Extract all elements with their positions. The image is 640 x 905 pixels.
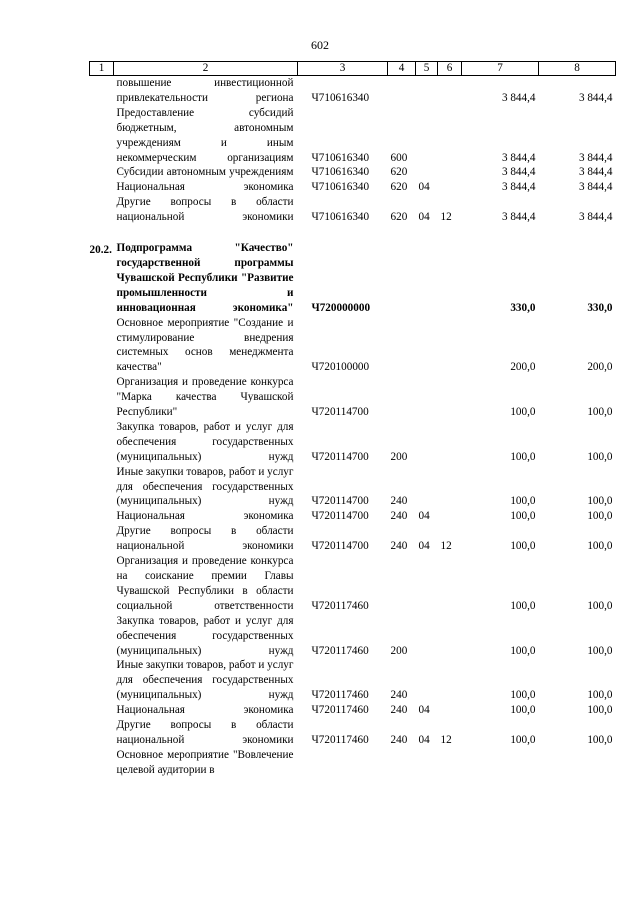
expense-type-code: 620 [390,166,408,179]
target-article-code: Ч710616340 [311,181,370,194]
subsection-code [438,165,462,180]
section-code [416,658,438,703]
amount-year-2: 3 844,4 [578,211,613,224]
section-code [416,375,438,420]
amount-year-2: 100,0 [587,510,613,523]
table-row [90,703,616,718]
target-article-code: Ч720000000 [311,301,371,314]
amount-year-2: 3 844,4 [578,91,613,104]
table-row [90,241,616,316]
page-number: 602 [311,38,329,52]
column-header: 7 [462,62,539,76]
subsection-code [438,316,462,376]
amount-year-1: 100,0 [510,733,536,746]
amount-year-1: 100,0 [510,644,536,657]
target-article-code [298,748,388,778]
column-header: 8 [539,62,616,76]
target-article-code: Ч720114700 [311,495,369,508]
amount-year-1: 100,0 [510,689,536,702]
table-row [90,465,616,510]
budget-table [89,61,616,778]
amount-year-2: 100,0 [587,406,613,419]
amount-year-1: 3 844,4 [501,166,536,179]
column-header: 3 [298,62,388,76]
row-name: Закупка товаров, работ и услуг для обеспечения государственных (муниципальных) нужд [116,420,294,463]
amount-year-2: 100,0 [587,495,613,508]
target-article-code: Ч720114700 [311,406,369,419]
table-row [90,420,616,465]
expense-type-code: 240 [390,704,408,717]
row-number [90,316,114,376]
table-row [90,316,616,376]
column-header: 2 [114,62,298,76]
row-number [90,718,114,748]
row-name: Другие вопросы в области национальной экономики [116,719,294,746]
section-code [416,420,438,465]
section-code [416,554,438,614]
target-article-code: Ч720114700 [311,510,369,523]
expense-type-code: 240 [390,689,408,702]
section-code: 04 [418,510,430,523]
subsection-code [438,614,462,659]
expense-type-code [388,375,416,420]
target-article-code: Ч720117460 [311,733,369,746]
subsection-code [438,420,462,465]
row-number [90,195,114,225]
subsection-code [438,658,462,703]
amount-year-2: 3 844,4 [578,166,613,179]
row-name: Организация и проведение конкурса на соискание премии Главы Чувашской Республики в области социальной ответственности [116,555,294,612]
amount-year-1: 100,0 [510,450,536,463]
row-name: Основное мероприятие "Вовлечение целевой аудитории в [116,748,294,776]
section-code [416,241,438,316]
row-number [90,375,114,420]
amount-year-1 [462,748,539,778]
expense-type-code: 200 [390,450,408,463]
amount-year-1: 100,0 [510,510,536,523]
table-row [90,524,616,554]
target-article-code: Ч710616340 [311,211,370,224]
amount-year-2: 100,0 [587,733,613,746]
amount-year-2: 100,0 [587,644,613,657]
section-code [416,316,438,376]
row-name: Иные закупки товаров, работ и услуг для обеспечения государственных (муниципальных) нужд [116,465,294,508]
target-article-code: Ч720114700 [311,450,369,463]
table-row [90,658,616,703]
target-article-code: Ч710616340 [311,166,370,179]
subsection-code: 12 [440,733,452,746]
row-number [90,614,114,659]
expense-type-code: 240 [390,510,408,523]
target-article-code: Ч720117460 [311,599,369,612]
section-code: 04 [418,733,430,746]
amount-year-2: 100,0 [587,599,613,612]
row-name: Субсидии автономным учреждениям [116,166,294,179]
subsection-code [438,465,462,510]
section-code [416,165,438,180]
subsection-code [438,241,462,316]
target-article-code: Ч720117460 [311,704,369,717]
row-name: повышение инвестиционной привлекательности региона [116,77,294,104]
row-name: Другие вопросы в области национальной экономики [116,525,294,553]
amount-year-2: 3 844,4 [578,151,613,164]
column-header: 1 [90,62,114,76]
row-name: Организация и проведение конкурса "Марка качества Чувашской Республики" [116,376,294,419]
column-number-row [90,62,616,76]
target-article-code: Ч710616340 [311,151,370,164]
expense-type-code: 240 [390,540,408,553]
table-row [90,375,616,420]
amount-year-1: 100,0 [510,406,536,419]
table-row [90,718,616,748]
table-row [90,509,616,524]
section-code: 04 [418,181,430,194]
table-row [90,748,616,778]
row-number [90,465,114,510]
row-number [90,509,114,524]
row-spacer [90,225,616,241]
table-row [90,614,616,659]
target-article-code: Ч720117460 [311,689,369,702]
subsection-code [438,76,462,106]
subsection-code [438,748,462,778]
row-name: Закупка товаров, работ и услуг для обеспечения государственных (муниципальных) нужд [116,614,294,657]
row-number [90,165,114,180]
subsection-code: 12 [440,540,452,553]
row-number [90,420,114,465]
column-header: 6 [438,62,462,76]
column-header: 4 [388,62,416,76]
row-number [90,76,114,106]
row-name: Предоставление субсидий бюджетным, автономным учреждениям и иным некоммерческим организациям [116,106,294,164]
expense-type-code [388,316,416,376]
table-row [90,554,616,614]
amount-year-2: 100,0 [587,704,613,717]
expense-type-code [388,554,416,614]
subsection-code [438,375,462,420]
amount-year-2: 100,0 [587,689,613,702]
table-row [90,76,616,106]
amount-year-2: 100,0 [587,540,613,553]
amount-year-1: 3 844,4 [501,211,536,224]
subsection-code: 12 [440,211,452,224]
expense-type-code: 620 [390,211,408,224]
amount-year-1: 100,0 [510,540,536,553]
expense-type-code [388,748,416,778]
row-name: Подпрограмма "Качество" государственной программы Чувашской Республики "Развитие промышленности и инновационная экономика" [116,242,294,314]
subsection-code [438,509,462,524]
table-header [90,62,616,76]
row-name: Национальная экономика [116,704,294,717]
section-code [416,76,438,106]
section-code [416,748,438,778]
row-name: Национальная экономика [116,510,294,523]
row-number [90,524,114,554]
expense-type-code [388,76,416,106]
row-number [90,703,114,718]
amount-year-2 [539,748,616,778]
amount-year-1: 100,0 [510,599,536,612]
target-article-code: Ч720117460 [311,644,369,657]
expense-type-code: 600 [390,151,408,164]
section-code: 04 [418,704,430,717]
row-number [90,658,114,703]
subsection-code [438,703,462,718]
row-name: Иные закупки товаров, работ и услуг для обеспечения государственных (муниципальных) нужд [116,659,294,702]
amount-year-1: 330,0 [510,301,536,314]
expense-type-code: 240 [390,495,408,508]
row-number [90,748,114,778]
expense-type-code [388,241,416,316]
row-number: 20.2. [89,244,112,257]
subsection-code [438,554,462,614]
table-row [90,165,616,180]
amount-year-2: 200,0 [587,361,613,374]
row-number [90,106,114,166]
target-article-code: Ч710616340 [311,91,370,104]
section-code: 04 [418,540,430,553]
row-name: Основное мероприятие "Создание и стимулирование внедрения системных основ менеджмента качества" [116,316,294,374]
target-article-code: Ч720114700 [311,540,369,553]
column-header: 5 [416,62,438,76]
amount-year-1: 3 844,4 [501,151,536,164]
table-body [90,76,616,778]
amount-year-2: 100,0 [587,450,613,463]
row-name: Национальная экономика [116,181,294,194]
row-number [90,180,114,195]
expense-type-code: 620 [390,181,408,194]
row-name: Другие вопросы в области национальной экономики [116,196,294,224]
amount-year-2: 3 844,4 [578,181,613,194]
subsection-code [438,106,462,166]
section-code [416,106,438,166]
table-row [90,106,616,166]
section-code [416,614,438,659]
expense-type-code: 200 [390,644,408,657]
amount-year-1: 100,0 [510,704,536,717]
amount-year-1: 100,0 [510,495,536,508]
row-number [90,554,114,614]
subsection-code [438,180,462,195]
amount-year-1: 3 844,4 [501,91,536,104]
target-article-code: Ч720100000 [311,361,370,374]
table-row [90,180,616,195]
section-code [416,465,438,510]
section-code: 04 [418,211,430,224]
amount-year-1: 3 844,4 [501,181,536,194]
expense-type-code: 240 [390,733,408,746]
amount-year-1: 200,0 [510,361,536,374]
amount-year-2: 330,0 [587,301,613,314]
table-row [90,195,616,225]
